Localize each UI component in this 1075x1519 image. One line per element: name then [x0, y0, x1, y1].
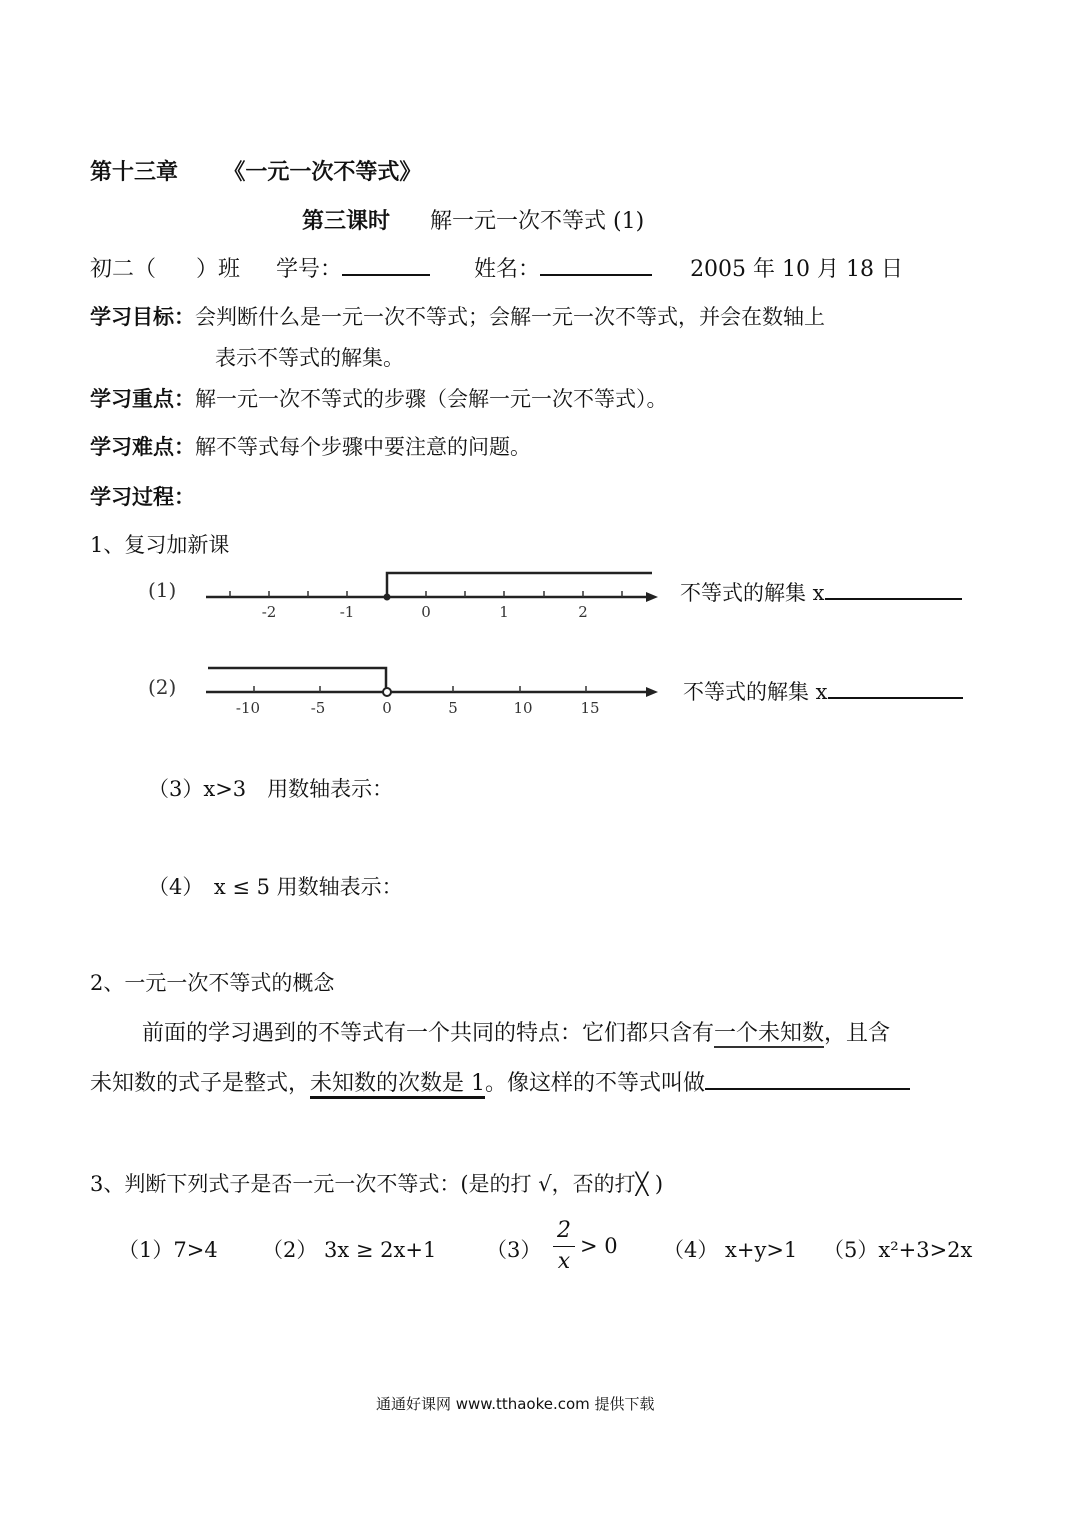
tick-label: -5	[310, 699, 326, 717]
chapter-heading	[90, 155, 421, 186]
key-point-row	[90, 383, 668, 413]
tick-label: -2	[261, 603, 277, 621]
tick-label: 5	[448, 699, 458, 717]
judge-item-5: （5）x²+3>2x	[823, 1238, 973, 1262]
difficulty-row	[90, 431, 531, 461]
tick-label: 0	[421, 603, 431, 621]
answer-prompt-2: 不等式的解集 x	[683, 680, 828, 704]
fraction-numerator: 2	[557, 1218, 571, 1243]
concept-line1-suffix: ，且含	[824, 1021, 891, 1046]
lesson-number: 第三课时	[302, 209, 391, 234]
concept-line1-prefix: 前面的学习遇到的不等式有一个共同的特点：它们都只含有	[142, 1021, 715, 1046]
tick-label: 15	[580, 699, 600, 717]
chapter-number: 第十三章	[90, 160, 179, 185]
judge-item-4: （4） x+y>1	[663, 1238, 798, 1262]
tick-label: -1	[339, 603, 355, 621]
name-label: 姓名：	[474, 257, 541, 282]
concept-line2	[90, 1066, 910, 1097]
date-text: 2005 年 10 月 18 日	[690, 257, 904, 282]
goal-text-line1: 会判断什么是一元一次不等式；会解一元一次不等式，并会在数轴上	[195, 305, 825, 329]
difficulty-text: 解不等式每个步骤中要注意的问题。	[195, 435, 531, 459]
chapter-title: 《一元一次不等式》	[223, 160, 422, 185]
axis-arrow	[646, 687, 658, 697]
footer-text: 通通好课网 www.tthaoke.com 提供下载	[376, 1395, 655, 1413]
axis-arrow	[646, 592, 658, 602]
process-label: 学习过程：	[90, 485, 195, 509]
lesson-heading	[302, 204, 644, 235]
concept-line1	[142, 1016, 890, 1047]
concept-line2-prefix: 未知数的式子是整式，	[90, 1071, 311, 1096]
goal-label: 学习目标：	[90, 305, 195, 329]
name-blank[interactable]	[540, 274, 652, 276]
answer-row-1	[680, 577, 962, 607]
section2-title: 2、一元一次不等式的概念	[90, 971, 335, 995]
tick-label: 1	[499, 603, 509, 621]
judge-item-2: （2） 3x ≥ 2x+1	[262, 1238, 437, 1262]
answer-blank-1[interactable]	[825, 598, 962, 600]
fraction-denominator: x	[557, 1249, 571, 1274]
open-point	[383, 688, 391, 696]
lesson-title: 解一元一次不等式 (1)	[430, 209, 645, 234]
section1-title: 1、复习加新课	[90, 533, 230, 557]
tick-label: 2	[578, 603, 588, 621]
info-line	[90, 252, 903, 283]
class-suffix: ）班	[196, 257, 241, 282]
answer-row-2	[683, 676, 963, 706]
number-line-1-label: (1)	[148, 578, 177, 602]
fraction	[553, 1218, 575, 1275]
solution-bracket	[208, 668, 386, 688]
number-line-2	[140, 660, 670, 722]
item4-text: （4） x ≤ 5 用数轴表示：	[148, 875, 403, 899]
answer-blank-2[interactable]	[828, 697, 963, 699]
number-line-1	[140, 565, 670, 625]
fraction-relation: > 0	[580, 1234, 618, 1258]
concept-line2-suffix: 。像这样的不等式叫做	[485, 1071, 706, 1096]
student-no-blank[interactable]	[342, 274, 430, 276]
underlined-degree-one: 未知数的次数是 1	[310, 1071, 485, 1099]
goal-row	[90, 301, 825, 331]
item3-text: （3）x>3 用数轴表示：	[148, 777, 394, 801]
goal-text-line2: 表示不等式的解集。	[215, 346, 404, 370]
tick-label: -10	[235, 699, 261, 717]
tick-label: 0	[382, 699, 392, 717]
definition-blank[interactable]	[705, 1088, 910, 1090]
solid-point	[384, 594, 391, 601]
judge-item-3: （3）	[486, 1238, 542, 1262]
underlined-one-unknown: 一个未知数	[714, 1021, 825, 1046]
key-label: 学习重点：	[90, 387, 195, 411]
answer-prompt-1: 不等式的解集 x	[680, 581, 825, 605]
tick-label: 10	[513, 699, 533, 717]
number-line-2-label: (2)	[148, 675, 177, 699]
section3-title: 3、判断下列式子是否一元一次不等式：(是的打 √，否的打╳ )	[90, 1172, 664, 1196]
fraction-bar	[553, 1246, 575, 1247]
judge-item-1: （1）7>4	[118, 1238, 218, 1262]
difficulty-label: 学习难点：	[90, 435, 195, 459]
class-prefix: 初二（	[90, 257, 157, 282]
key-text: 解一元一次不等式的步骤（会解一元一次不等式）。	[195, 387, 668, 411]
student-no-label: 学号：	[276, 257, 343, 282]
